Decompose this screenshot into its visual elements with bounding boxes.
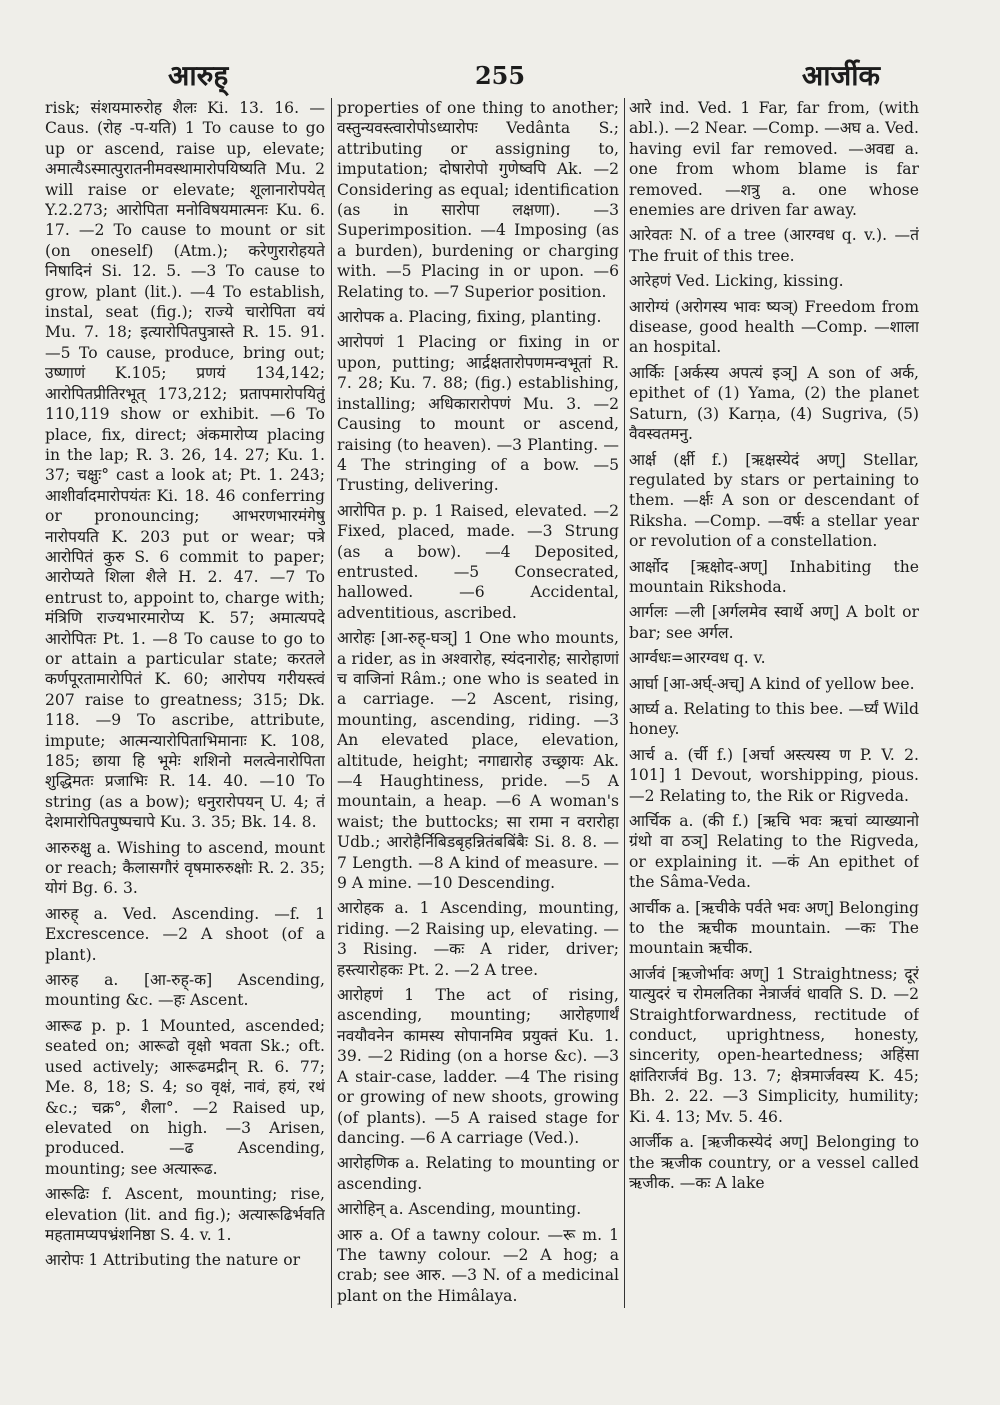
dictionary-entry: आर्च a. (र्ची f.) [अर्चा अस्त्यस्य ण P. V. 2. 101] 1 Devout, worshipping, pious. —2 Relating to, the Rik or Rigveda. [629, 745, 919, 805]
dictionary-entry: आरोहिन् a. Ascending, mounting. [337, 1200, 582, 1219]
left-guide-word: आरुह् [168, 59, 229, 92]
dictionary-entry: आरूढ p. p. 1 Mounted, ascended; seated on; आरूढो वृक्षो भवता Sk.; oft. used actively; आरूढमद्रीन् R. 6. 77; Me. 8, 18; S. 4; so वृक्षं, नावं, हयं, रथं &c.; चक्र°, शैला°. —2 Raised up, elevated on high. —3 Arisen, produced. —ढ Ascending, mounting; see अत्यारूढ. [45, 1016, 325, 1178]
right-guide-word: आर्जीक [801, 59, 880, 92]
dictionary-entry: आरोपित p. p. 1 Raised, elevated. —2 Fixed, placed, made. —3 Strung (as a bow). —4 Deposited, entrusted. —5 Consecrated, hallowed. —6 Accidental, adventitious, ascribed. [337, 501, 619, 622]
dictionary-entry: risk; संशयमारुरोह शैलः Ki. 13. 16. —Caus. (रोह -प-यति) 1 To cause to go up or ascend, raise up, elevate; अमात्यैऽस्मात्पुरातनीमवस्थामारोपयिष्यति Mu. 2 will raise or elevate; शूलानारोपयेत् Y.2.273; आरोपिता मनोविषयमात्मनः Ku. 6. 17. —2 To cause to mount or sit (on oneself) (Atm.); करेणुरारोहयते निषादिनं Si. 12. 5. —3 To cause to grow, plant (lit.). —4 To establish, instal, seat (fig.); राज्ये चारोपिता वयं Mu. 7. 18; इत्यारोपितपुत्रास्ते R. 15. 91. —5 To cause, produce, bring out; उष्णाणं K.105; प्रणयं 134,142; आरोपितप्रीतिरभूत् 173,212; प्रतापमारोपयितुं 110,119 show or exhibit. —6 To place, fix, direct; अंकमारोप्य placing in the lap; R. 3. 26, 14. 27; Ku. 1. 37; चक्षुः° cast a look at; Pt. 1. 243; आशीर्वादमारोपयंतः Ki. 18. 46 conferring or pronouncing; आभरणभारमंगेषु नारोपयति K. 203 put or wear; पत्रे आरोपितं कुरु S. 6 commit to paper; आरोप्यते शिला शैले H. 2. 47. —7 To entrust to, appoint to, charge with; मंत्रिणि राज्यभारमारोप्य K. 57; अमात्यपदे आरोपितः Pt. 1. —8 To cause to go to or attain a particular state; करतले कर्णपूरतामारोपितं K. 60; आरोपय गरीयस्त्वं 207 raise to greatness; 315; Dk. 118. —9 To ascribe, attribute, impute; आत्मन्यारोपिताभिमानाः K. 108, 185; छाया हि भूमेः शशिनो मलत्वेनारोपिता शुद्धिमतः प्रजाभिः R. 14. 40. —10 To string (as a bow); धनुरारोपयन् U. 4; तं देशमारोपितपुष्पचापे Ku. 3. 35; Bk. 14. 8. [45, 99, 325, 832]
column-divider [331, 98, 332, 1308]
dictionary-entry: आर्ग्वधः=आरग्वध q. v. [629, 649, 766, 668]
dictionary-entry: आर्किः [अर्कस्य अपत्यं इञ्] A son of अर्क, epithet of (1) Yama, (2) the planet Saturn, (3) Karṇa, (4) Sugriva, (5) वैवस्वतमनु. [629, 363, 919, 444]
dictionary-entry: आरुह् a. Ved. Ascending. —f. 1 Excrescence. —2 A shoot (of a plant). [45, 904, 325, 964]
dictionary-entry: आरुह a. [आ-रुह्-क] Ascending, mounting &c. —हः Ascent. [45, 971, 325, 1010]
dictionary-entry: आरोहणिक a. Relating to mounting or ascending. [337, 1154, 619, 1193]
dictionary-entry: आरेवतः N. of a tree (आरग्वध q. v.). —तं The fruit of this tree. [629, 226, 919, 265]
dictionary-entry: आरोपक a. Placing, fixing, planting. [337, 308, 602, 327]
dictionary-entry: आरोग्यं (अरोगस्य भावः ष्यञ्) Freedom from disease, good health —Comp. —शाला an hospital. [629, 297, 919, 357]
dictionary-entry: आरुरुक्षु a. Wishing to ascend, mount or reach; कैलासगौरं वृषमारुरुक्षोः R. 2. 35; योगं Bg. 6. 3. [45, 838, 325, 898]
column-left [45, 98, 325, 1308]
dictionary-entry: आरु a. Of a tawny colour. —रू m. 1 The tawny colour. —2 A hog; a crab; see आरु. —3 N. of a medicinal plant on the Himâlaya. [337, 1225, 619, 1305]
column-middle [337, 98, 619, 1308]
dictionary-entry: आरे ind. Ved. 1 Far, far from, (with abl.). —2 Near. —Comp. —अघ a. Ved. having evil far removed. —अवद्य a. one from whom blame is far removed. —शत्रु a. one whose enemies are driven far away. [629, 99, 919, 220]
dictionary-entry: आरोहक a. 1 Ascending, mounting, riding. —2 Raising up, elevating. —3 Rising. —कः A rider, driver; हस्त्यारोहकः Pt. 2. —2 A tree. [337, 899, 619, 979]
dictionary-entry: आर्गलः —ली [अर्गलमेव स्वार्थे अण्] A bolt or bar; see अर्गल. [629, 603, 919, 642]
page-number: 255 [474, 61, 526, 90]
dictionary-entry: आर्जीक a. [ऋजीकस्येदं अण्] Belonging to the ऋजीक country, or a vessel called ऋजीक. —कः A lake [629, 1133, 919, 1192]
dictionary-entry: आरोपः 1 Attributing the nature or [45, 1251, 301, 1270]
dictionary-entry: आर्घा [आ-अर्घ्-अच्] A kind of yellow bee. [629, 674, 915, 693]
dictionary-entry: आर्क्षोद [ऋक्षोद-अण्] Inhabiting the mountain Rikshoda. [629, 557, 919, 596]
column-divider [624, 98, 625, 1308]
dictionary-entry: आर्जवं [ऋजोर्भावः अण्] 1 Straightness; दूरं यात्युदरं च रोमलतिका नेत्रार्जवं धावति S. D. —2 Straightforwardness, rectitude of conduct, uprightness, honesty, sincerity, open-heartedness; अहिंसा क्षांतिरार्जवं Bg. 13. 7; क्षेत्रमार्जवस्य K. 45; Bh. 2. 22. —3 Simplicity, humility; Ki. 4. 13; Mv. 5. 46. [629, 964, 919, 1126]
page-header [40, 56, 960, 96]
dictionary-entry: आर्चिक a. (की f.) [ऋचि भवः ऋचां व्याख्यानो ग्रंथो वा ठञ्] Relating to the Rigveda, or explaining it. —कं An epithet of the Sâma-Veda. [629, 812, 919, 892]
dictionary-entry: आरोहः [आ-रुह्-घञ्] 1 One who mounts, a rider, as in अश्वारोह, स्यंदनारोह; सारोहाणां च वाजिनां Râm.; one who is seated in a carriage. —2 Ascent, rising, mounting, ascending, riding. —3 An elevated place, elevation, altitude, height; नगाद्यारोह उच्छ्रायः Ak. —4 Haughtiness, pride. —5 A mountain, a heap. —6 A woman's waist; the buttocks; सा रामा न वरारोहा Udb.; आरोहैर्निबिडबृहन्नितंबबिंबैः Si. 8. 8. —7 Length. —8 A kind of measure. —9 A mine. —10 Descending. [337, 629, 619, 893]
dictionary-entry: आर्घ्य a. Relating to this bee. —र्घ्यं Wild honey. [629, 699, 919, 739]
dictionary-entry: आरूढिः f. Ascent, mounting; rise, elevation (lit. and fig.); अत्यारूढिर्भवति महतामप्यपभ्रंशनिष्ठा S. 4. v. 1. [45, 1185, 325, 1244]
dictionary-entry: आरेहणं Ved. Licking, kissing. [629, 272, 844, 291]
dictionary-columns [45, 98, 965, 1308]
column-right [629, 98, 919, 1308]
dictionary-entry: आर्चीक a. [ऋचीके पर्वते भवः अण्] Belonging to the ऋचीक mountain. —कः The mountain ऋचीक. [629, 898, 919, 958]
dictionary-entry: properties of one thing to another; वस्तुन्यवस्त्वारोपोऽध्यारोपः Vedânta S.; attributing or assigning to, imputation; दोषारोपो गुणेष्वपि Ak. —2 Considering as equal; identification (as in सारोपा लक्षणा). —3 Superimposition. —4 Imposing (as a burden), burdening or charging with. —5 Placing in or upon. —6 Relating to. —7 Superior position. [337, 99, 619, 301]
dictionary-entry: आरोपणं 1 Placing or fixing in or upon, putting; आर्द्रक्षतारोपणमन्वभूतां R. 7. 28; Ku. 7. 88; (fig.) establishing, installing; अधिकारारोपणं Mu. 3. —2 Causing to mount or ascend, raising (to heaven). —3 Planting. —4 The stringing of a bow. —5 Trusting, delivering. [337, 333, 619, 495]
dictionary-entry: आर्क्ष (र्क्षी f.) [ऋक्षस्येदं अण्] Stellar, regulated by stars or pertaining to them. —र्क्षः A son or descendant of Riksha. —Comp. —वर्षः a stellar year or revolution of a constellation. [629, 450, 919, 551]
dictionary-entry: आरोहणं 1 The act of rising, ascending, mounting; आरोहणार्थं नवयौवनेन कामस्य सोपानमिव प्रयुक्तं Ku. 1. 39. —2 Riding (on a horse &c). —3 A stair-case, ladder. —4 The rising or growing of new shoots, growing (of plants). —5 A raised stage for dancing. —6 A carriage (Ved.). [337, 986, 619, 1147]
